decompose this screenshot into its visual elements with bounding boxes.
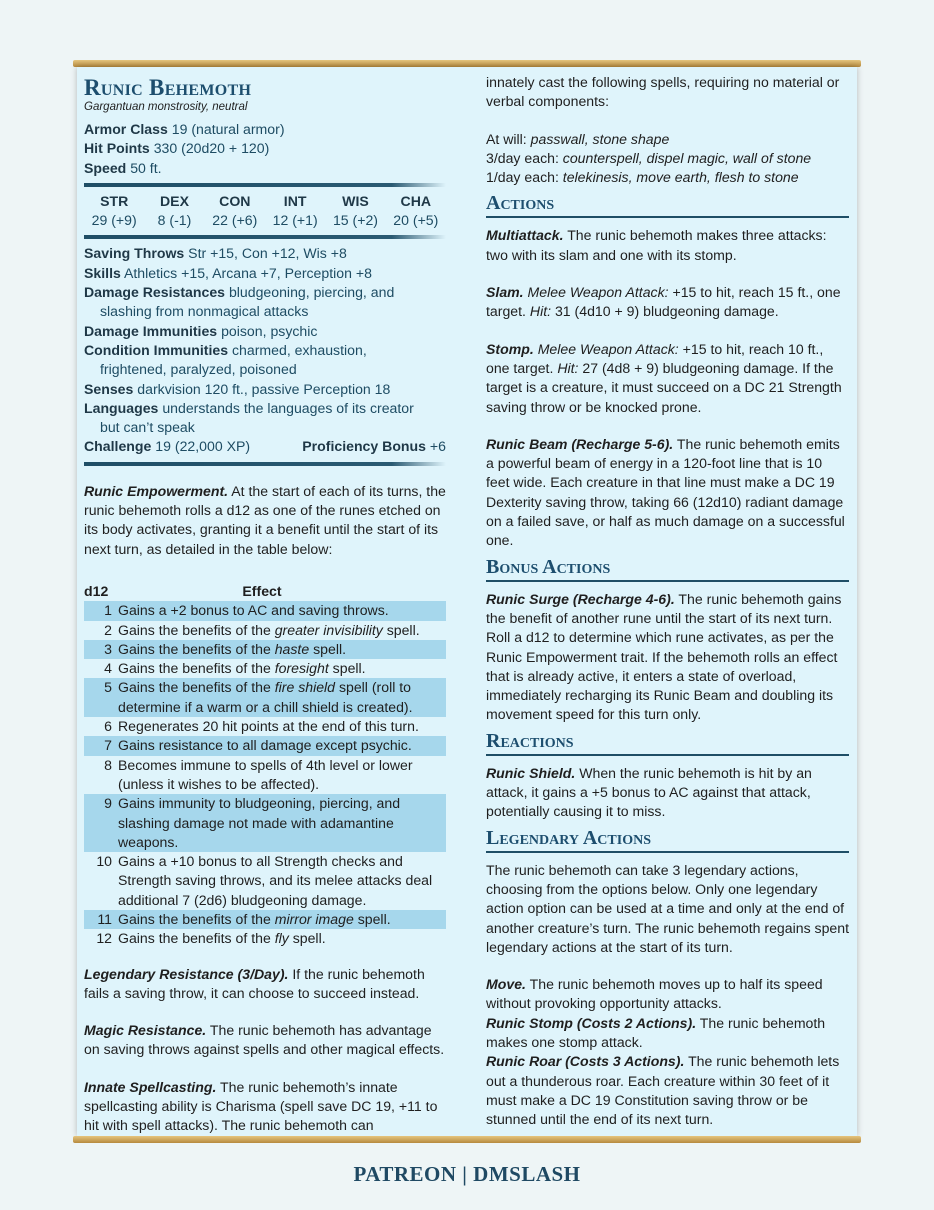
- legendary-runic-stomp: Runic Stomp (Costs 2 Actions). The runic behemoth makes one stomp attack.: [486, 1014, 826, 1050]
- legendary-intro: The runic behemoth can take 3 legendary actions, choosing from the options below. Only one legendary action option can be used at a time and only at the end of another creature’s turn. The runic behemoth regains spent legendary actions at the start of its turn.: [486, 861, 850, 955]
- languages: Languages understands the languages of its creator: [84, 399, 414, 416]
- skills: Skills Athletics +15, Arcana +7, Perception +8: [84, 264, 372, 281]
- armor-class: Armor Class 19 (natural armor): [84, 121, 285, 137]
- damage-resistances: Damage Resistances bludgeoning, piercing, and: [84, 284, 395, 301]
- effect-text: Regenerates 20 hit points at the end of this turn.: [118, 718, 419, 735]
- ability-name: INT: [283, 192, 307, 209]
- ability-value: 22 (+6): [212, 212, 258, 229]
- section-rule: [486, 216, 849, 218]
- condition-immunities: Condition Immunities charmed, exhaustion,: [84, 341, 367, 358]
- roll-number: 2: [104, 621, 112, 638]
- roll-number: 4: [104, 660, 112, 677]
- roll-number: 5: [104, 679, 112, 696]
- roll-number: 3: [104, 640, 112, 657]
- divider: [84, 235, 446, 239]
- ability-value: 15 (+2): [332, 212, 379, 229]
- ability-name: STR: [100, 192, 129, 209]
- ability-name: CHA: [400, 192, 432, 209]
- table-row: [84, 852, 446, 910]
- table-row: [84, 601, 446, 620]
- roll-number: 1: [104, 602, 112, 619]
- roll-number: 9: [104, 795, 112, 812]
- right-column: [486, 67, 849, 1129]
- ability-name: CON: [219, 192, 251, 209]
- bonus-runic-surge: Runic Surge (Recharge 4-6). The runic behemoth gains the benefit of another rune until the start of its next turn. Roll a d12 to determine which rune activates, as per the Runic Empowerment trait. If the behemoth rolls an effect that is already active, it enters a state of overload, immediately recharging its Runic Beam and doubling its movement speed for this turn only.: [486, 590, 842, 723]
- top-scroll-bar: [73, 60, 861, 67]
- innate-spellcasting-cont: innately cast the following spells, requiring no material or verbal components:: [486, 74, 840, 110]
- table-row: [84, 756, 446, 795]
- section-rule: [486, 580, 849, 582]
- section-title-actions: Actions: [486, 192, 555, 215]
- action-slam: Slam. Melee Weapon Attack: +15 to hit, reach 15 ft., one target. Hit: 31 (4d10 + 9) bludgeoning damage.: [486, 284, 841, 320]
- table-row: [84, 910, 446, 929]
- divider: [84, 462, 446, 466]
- ability-scores: [84, 192, 446, 231]
- saving-throws: Saving Throws Str +15, Con +12, Wis +8: [84, 245, 347, 262]
- effect-text: Gains a +10 bonus to all Strength checks and Strength saving throws, and its melee attacks deal additional 7 (2d6) bludgeoning damage.: [118, 853, 433, 908]
- effect-text: Gains the benefits of the foresight spell.: [118, 660, 366, 677]
- stat-block: [77, 67, 857, 1136]
- table-row: [84, 929, 446, 948]
- roll-number: 7: [104, 737, 112, 754]
- action-multiattack: Multiattack. The runic behemoth makes three attacks: two with its slam and one with its stomp.: [486, 227, 827, 263]
- monster-name: Runic Behemoth: [84, 75, 252, 100]
- senses: Senses darkvision 120 ft., passive Perception 18: [84, 380, 391, 397]
- roll-number: 12: [96, 930, 112, 947]
- spell-row: 3/day each: counterspell, dispel magic, wall of stone: [486, 149, 812, 166]
- effect-text: Gains a +2 bonus to AC and saving throws.: [118, 602, 389, 619]
- trait-runic-empowerment: Runic Empowerment. At the start of each of its turns, the runic behemoth rolls a d12 as one of the runes etched on its body activates, granting it a benefit until the start of its next turn, as detailed in the table below:: [84, 482, 446, 557]
- table-row: [84, 640, 446, 659]
- table-header: d12 Effect: [84, 582, 282, 599]
- roll-number: 11: [97, 910, 112, 927]
- damage-immunities: Damage Immunities poison, psychic: [84, 322, 318, 339]
- action-runic-beam: Runic Beam (Recharge 5-6). The runic behemoth emits a powerful beam of energy in a 120-foot line that is 10 feet wide. Each creature in that line must make a DC 19 Dexterity saving throw, taking 66 (12d10) radiant damage on a failed save, or half as much damage on a successful one.: [486, 435, 845, 549]
- table-row: [84, 736, 446, 755]
- table-row: [84, 717, 446, 736]
- legendary-runic-roar: Runic Roar (Costs 3 Actions). The runic behemoth lets out a thunderous roar. Each creature within 30 feet of it must make a DC 19 Constitution saving throw or be stunned until the end of its next turn.: [486, 1053, 840, 1128]
- divider: [84, 183, 446, 187]
- section-title-legendary-actions: Legendary Actions: [486, 826, 651, 849]
- table-row: [84, 659, 446, 678]
- table-row: [84, 678, 446, 717]
- effect-text: Gains the benefits of the fire shield spell (roll to determine if a warm or a chill shield is created).: [118, 679, 413, 715]
- spell-list: [486, 130, 849, 188]
- effect-text: Becomes immune to spells of 4th level or lower (unless it wishes to be affected).: [118, 756, 413, 792]
- ability-value: 12 (+1): [272, 212, 318, 229]
- roll-number: 10: [96, 853, 112, 870]
- effect-text: Gains resistance to all damage except psychic.: [118, 737, 412, 754]
- bottom-scroll-bar: [73, 1136, 861, 1143]
- ability-name: DEX: [160, 192, 189, 209]
- section-title-bonus-actions: Bonus Actions: [486, 555, 611, 578]
- section-rule: [486, 754, 849, 756]
- rune-table: [84, 582, 446, 949]
- roll-number: 6: [104, 718, 112, 735]
- hit-points: Hit Points 330 (20d20 + 120): [84, 140, 270, 157]
- spell-row: 1/day each: telekinesis, move earth, flesh to stone: [486, 169, 799, 186]
- challenge-row: Challenge 19 (22,000 XP) Proficiency Bonus +6: [84, 438, 446, 455]
- footer-credit: PATREON | DMSLASH: [353, 1162, 581, 1186]
- action-stomp: Stomp. Melee Weapon Attack: +15 to hit, reach 10 ft., one target. Hit: 27 (4d8 + 9) bludgeoning damage. If the target is a creature, it must succeed on a DC 21 Strength saving throw or be knocked prone.: [486, 340, 842, 415]
- ability-value: 20 (+5): [393, 212, 439, 229]
- damage-resistances-cont: slashing from nonmagical attacks: [100, 303, 309, 320]
- spell-row: At will: passwall, stone shape: [486, 130, 670, 147]
- monster-type: Gargantuan monstrosity, neutral: [84, 101, 248, 113]
- ability-value: 8 (-1): [157, 212, 192, 229]
- legendary-move: Move. The runic behemoth moves up to half its speed without provoking opportunity attacks.: [486, 976, 823, 1012]
- effect-text: Gains the benefits of the haste spell.: [118, 640, 347, 657]
- section-title-reactions: Reactions: [486, 729, 574, 752]
- effect-text: Gains the benefits of the greater invisibility spell.: [118, 621, 420, 638]
- trait-magic-resistance: Magic Resistance. The runic behemoth has advantage on saving throws against spells and other magical effects.: [84, 1022, 445, 1058]
- speed: Speed 50 ft.: [84, 159, 162, 176]
- ability-name: WIS: [342, 192, 369, 209]
- effect-text: Gains the benefits of the mirror image spell.: [118, 910, 391, 927]
- table-row: [84, 794, 446, 852]
- trait-legendary-resistance: Legendary Resistance (3/Day). If the runic behemoth fails a saving throw, it can choose to succeed instead.: [84, 965, 425, 1001]
- languages-cont: but can’t speak: [100, 419, 195, 436]
- ability-value: 29 (+9): [91, 212, 137, 229]
- reaction-runic-shield: Runic Shield. When the runic behemoth is hit by an attack, it gains a +5 bonus to AC against that attack, potentially causing it to miss.: [486, 764, 812, 820]
- table-row: [84, 621, 446, 640]
- condition-immunities-cont: frightened, paralyzed, poisoned: [100, 361, 297, 378]
- section-rule: [486, 851, 849, 853]
- trait-innate-spellcasting: Innate Spellcasting. The runic behemoth’s innate spellcasting ability is Charisma (spell save DC 19, +11 to hit with spell attacks). The runic behemoth can: [84, 1078, 438, 1134]
- effect-text: Gains immunity to bludgeoning, piercing, and slashing damage not made with adamantine weapons.: [118, 795, 401, 850]
- effect-text: Gains the benefits of the fly spell.: [118, 930, 326, 947]
- left-column: [84, 67, 446, 1136]
- roll-number: 8: [104, 756, 112, 773]
